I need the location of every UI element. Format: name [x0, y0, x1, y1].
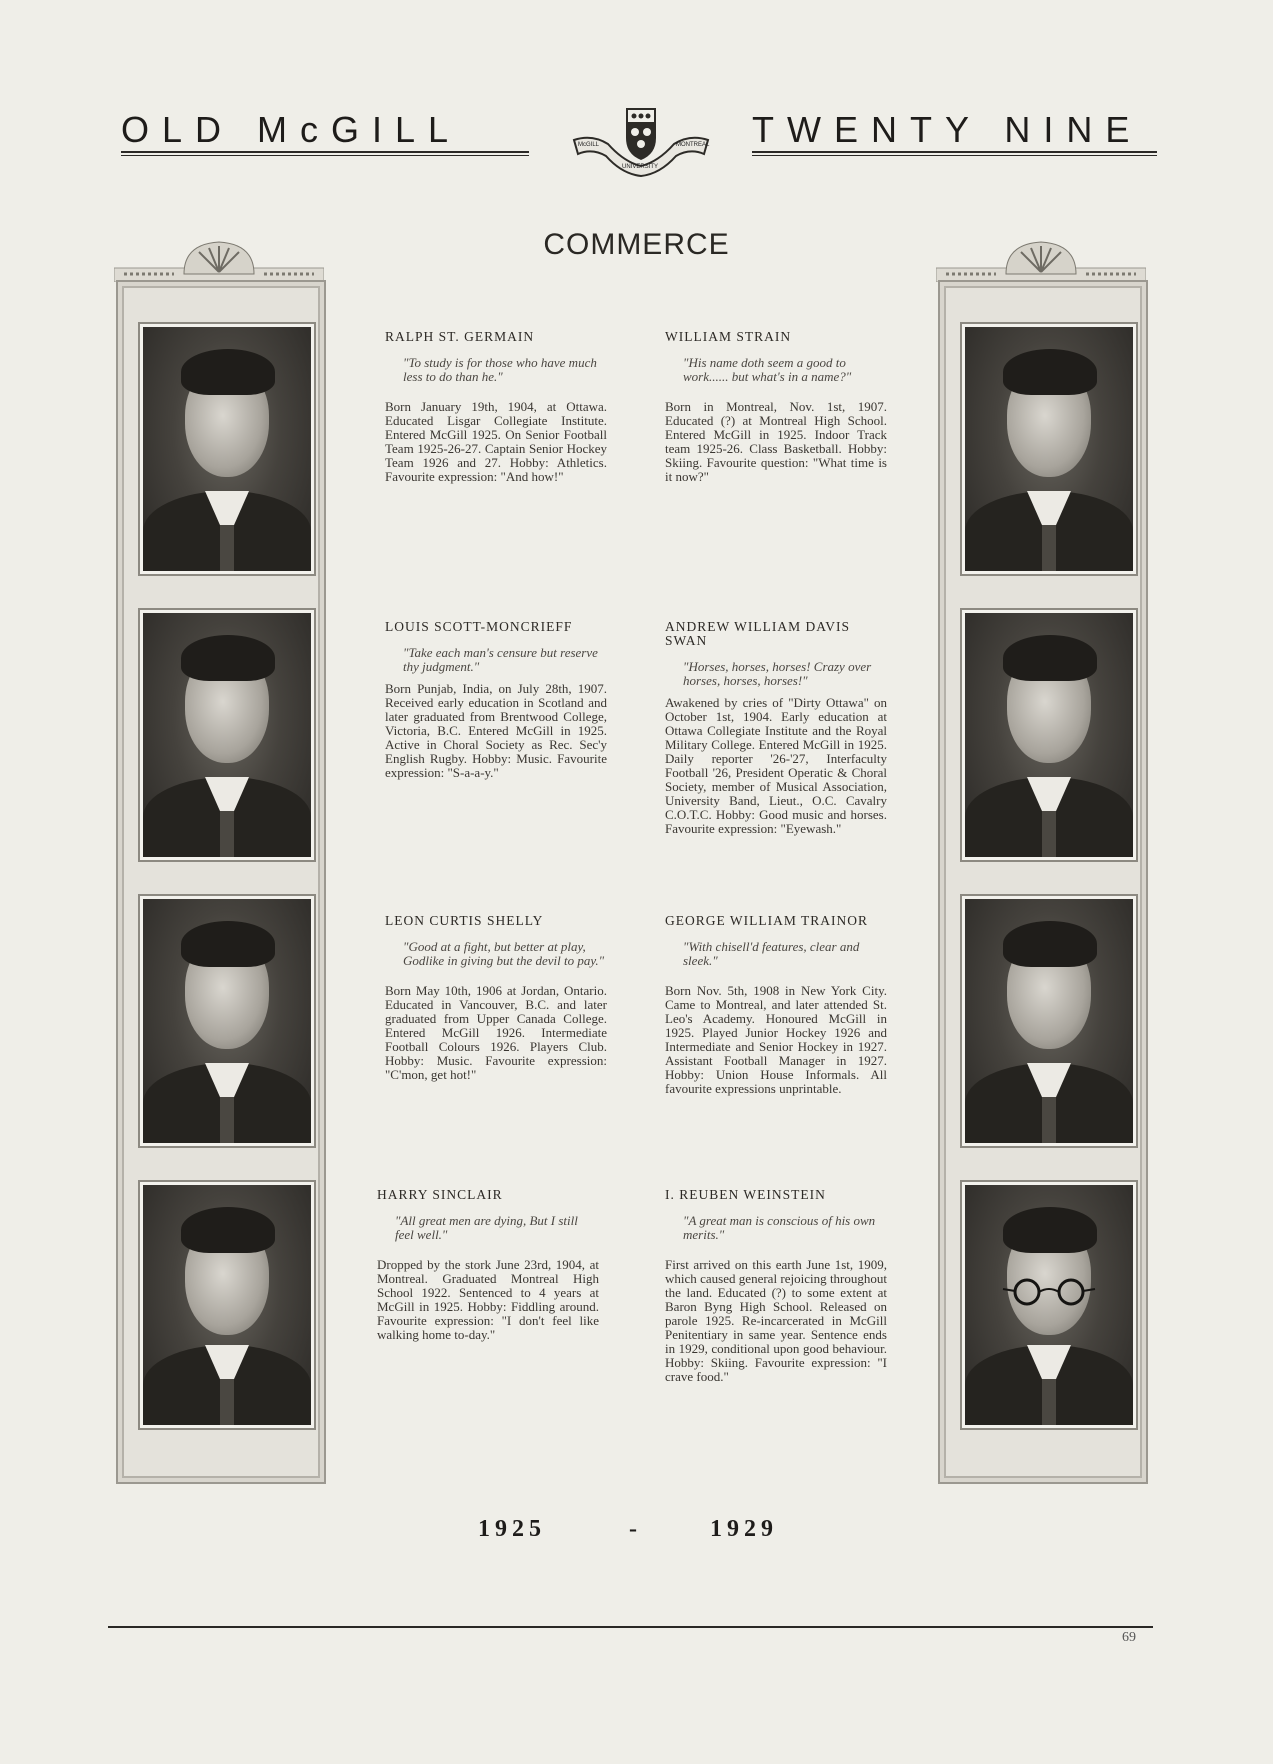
student-name: LEON CURTIS SHELLY — [385, 913, 544, 928]
student-bio: Dropped by the stork June 23rd, 1904, at Montreal. Graduated Montreal High School 1922. Sentenced to 4 years at McGill in 1925. Hobby: Fiddling around. Favourite expression: "I don't feel like walking home to-day." — [377, 1257, 599, 1342]
header-twenty-nine: TWENTY NINE — [752, 109, 1143, 150]
section-title: COMMERCE — [543, 228, 730, 261]
portrait-photo — [962, 1182, 1136, 1428]
student-quote: "Take each man's censure but reserve thy judgment." — [403, 645, 598, 674]
year-end: 1929 — [710, 1516, 778, 1542]
student-entry — [665, 914, 887, 1096]
student-quote: "All great men are dying, But I still feel well." — [395, 1213, 578, 1242]
student-quote: "A great man is conscious of his own merits." — [683, 1213, 876, 1242]
student-bio: Born Nov. 5th, 1908 in New York City. Came to Montreal, and later attended St. Leo's Academy. Honoured McGill in 1925. Played Junior Hockey 1926 and Intermediate and Senior Hockey in 1927. Assistant Football Manager in 1927. Hobby: Union House Informals. All favourite expressions unprintable. — [665, 983, 887, 1096]
portrait-photo — [140, 1182, 314, 1428]
frame-ornament-left — [114, 238, 324, 282]
student-bio: First arrived on this earth June 1st, 1909, which caused general rejoicing throughout the land. Educated (?) to some extent at Baron Byng High School. Released on parole 1925. Re-incarcerated in McGill Penitentiary in same year. Sentence ends in 1929, conditional upon good behaviour. Hobby: Skiing. Favourite expression: "I crave food." — [665, 1257, 887, 1384]
student-quote: "Horses, horses, horses! Crazy over horses, horses, horses!" — [683, 659, 872, 688]
student-quote: "Good at a fight, but better at play, Godlike in giving but the devil to pay." — [403, 939, 605, 968]
student-entry — [385, 914, 607, 1082]
student-bio: Born May 10th, 1906 at Jordan, Ontario. Educated in Vancouver, B.C. and later graduated from Upper Canada College. Entered McGill 1926. Intermediate Football Colours 1926. Players Club. Hobby: Music. Favourite expression: "C'mon, get hot!" — [385, 983, 607, 1082]
portrait-photo — [962, 896, 1136, 1146]
student-entry — [385, 620, 607, 780]
eyeglasses-icon — [999, 1277, 1099, 1307]
student-name: ANDREW WILLIAM DAVIS SWAN — [665, 619, 850, 648]
student-entry — [665, 620, 887, 836]
student-bio: Born January 19th, 1904, at Ottawa. Educated Lisgar Collegiate Institute. Entered McGill 1925. On Senior Football Team 1925-26-27. Captain Senior Hockey Team 1926 and 27. Hobby: Athletics. Favourite expression: "And how!" — [385, 399, 607, 484]
student-entry — [377, 1188, 599, 1342]
portrait-photo — [140, 896, 314, 1146]
student-bio: Awakened by cries of "Dirty Ottawa" on October 1st, 1904. Early education at Ottawa Collegiate Institute and the Royal Military College. Entered McGill in 1925. Daily reporter '26-'27, Interfaculty Football '26, President Operatic & Choral Society, member of Musical Association, University Band, Lieut., O.C. Cavalry C.O.T.C. Hobby: Good music and horses. Favourite expression: "Eyewash." — [665, 695, 887, 836]
university-crest-logo — [572, 104, 710, 180]
student-name: LOUIS SCOTT-MONCRIEFF — [385, 619, 573, 634]
student-quote: "To study is for those who have much less to do than he." — [403, 355, 597, 384]
student-bio: Born in Montreal, Nov. 1st, 1907. Educated (?) at Montreal High School. Entered McGill in 1925. Indoor Track team 1925-26. Class Basketball. Hobby: Skiing. Favourite question: "What time is it now?" — [665, 399, 887, 484]
page-number: 69 — [1122, 1630, 1136, 1645]
frame-ornament-right — [936, 238, 1146, 282]
portrait-photo — [962, 324, 1136, 574]
crest-banner-center: UNIVERSITY — [622, 164, 659, 170]
student-quote: "With chisell'd features, clear and sleek." — [683, 939, 860, 968]
student-name: I. REUBEN WEINSTEIN — [665, 1187, 826, 1202]
footer-rule — [108, 1626, 1153, 1628]
header-rule-left — [121, 151, 529, 156]
student-entry — [665, 330, 887, 484]
year-start: 1925 — [478, 1516, 546, 1542]
header-old-mcgill: OLD McGILL — [121, 109, 462, 150]
student-bio: Born Punjab, India, on July 28th, 1907. Received early education in Scotland and later graduated from Brentwood College, Victoria, B.C. Entered McGill in 1925. Active in Choral Society as Rec. Sec'y English Rugby. Hobby: Music. Favourite expression: "S-a-a-y." — [385, 681, 607, 780]
student-entry — [385, 330, 607, 484]
crest-banner-right: MONTREAL — [676, 142, 710, 148]
student-name: RALPH ST. GERMAIN — [385, 329, 535, 344]
portrait-photo — [140, 610, 314, 860]
crest-banner-left: McGILL — [578, 142, 600, 148]
student-entry — [665, 1188, 887, 1384]
portrait-photo — [140, 324, 314, 574]
header-rule-right — [752, 151, 1157, 156]
student-name: GEORGE WILLIAM TRAINOR — [665, 913, 868, 928]
year-separator: - — [629, 1516, 642, 1542]
portrait-photo — [962, 610, 1136, 860]
student-name: HARRY SINCLAIR — [377, 1187, 503, 1202]
student-name: WILLIAM STRAIN — [665, 329, 792, 344]
student-quote: "His name doth seem a good to work...... but what's in a name?" — [683, 355, 852, 384]
